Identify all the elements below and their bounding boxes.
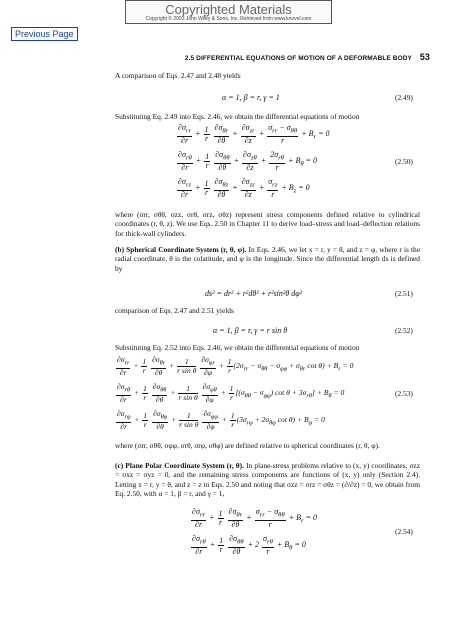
equation-2-50-line-2: $\frac{\partial\sigma_{r\theta}}{\partial r}$ + $\frac{1}{r}$ $\frac{\partial\sigma_{\theta\theta}}{\partial\theta}$ + $\frac{\partial\sigma_{z\theta}}{\partial z}$ + $\frac{2\sigma_{r\theta}}{r}$ + $B_\theta = 0$ <box>178 150 318 172</box>
equation-2-53-line-1: $\frac{\partial\sigma_{rr}}{\partial r}$ + $\frac{1}{r}$ $\frac{\partial\sigma_{\theta r}}{\partial\theta}$ + $\frac{1}{\text{r sin θ}}$ $\frac{\partial\sigma_{\varphi r}}{\partial\varphi}$ + $\frac{1}{r}$ ($2\sigma_{rr} - \sigma_{\theta\theta} - \sigma_{\varphi\varphi} + \sigma_{\theta r}$ $\cot \theta) + B_r = 0$ <box>117 355 354 377</box>
spherical-text: In Eqs. 2.46, we let x = r, y = θ, and z = φ, where r is the radial coordinate, θ is the colatitude, and φ is the longitude. Since the differential length ds is defined by <box>115 245 421 273</box>
spherical-heading: (b) Spherical Coordinate System (r, θ, φ). <box>115 245 247 254</box>
equation-number-2-50: (2.50) <box>395 157 413 166</box>
equation-number-2-54: (2.54) <box>395 527 413 536</box>
equation-number-2-49: (2.49) <box>395 93 413 102</box>
polar-heading: (c) Plane Polar Coordinate System (r, θ). <box>115 461 244 470</box>
equation-number-2-51: (2.51) <box>395 289 413 298</box>
copyright-banner <box>125 0 332 24</box>
running-header <box>0 52 430 62</box>
equation-number-2-53: (2.53) <box>395 389 413 398</box>
equation-2-52: α = 1, β = r, γ = r sin θ <box>213 326 288 335</box>
equation-2-53-line-3: $\frac{\partial\sigma_{r\varphi}}{\partial r}$ + $\frac{1}{r}$ $\frac{\partial\sigma_{\theta\varphi}}{\partial\theta}$ + $\frac{1}{\text{r sin θ}}$ $\frac{\partial\sigma_{\varphi\varphi}}{\partial\varphi}$ + $\frac{1}{r}$ ($3\sigma_{r\varphi} + 2\sigma_{\theta\varphi}$ $\cot \theta) + B_\varphi = 0$ <box>117 409 325 431</box>
equation-2-54-line-1: $\frac{\partial\sigma_{rr}}{\partial r}$ + $\frac{1}{r}$ $\frac{\partial\sigma_{\theta r}}{\partial\theta}$ + $\frac{\sigma_{rr} - \sigma_{\theta\theta}}{r}$ + $B_r = 0$ <box>192 507 318 529</box>
banner-copyright: Copyright © 2003 John Wiley & Sons, Inc. Retrieved from www.knovel.com <box>145 16 312 22</box>
paragraph-4 <box>115 245 420 273</box>
equation-2-50-line-1: $\frac{\partial\sigma_{rr}}{\partial r}$ + $\frac{1}{r}$ $\frac{\partial\sigma_{\theta r}}{\partial\theta}$ + $\frac{\partial\sigma_{zr}}{\partial z}$ + $\frac{\sigma_{rr} - \sigma_{\theta\theta}}{r}$ + $B_r = 0$ <box>178 123 330 145</box>
paragraph-5: comparison of Eqs. 2.47 and 2.51 yields <box>115 306 234 315</box>
section-title: 2.5 DIFFERENTIAL EQUATIONS OF MOTION OF A DEFORMABLE BODY <box>184 55 412 62</box>
paragraph-8 <box>115 461 420 499</box>
equation-2-50-line-3: $\frac{\partial\sigma_{rz}}{\partial r}$ + $\frac{1}{r}$ $\frac{\partial\sigma_{\theta z}}{\partial\theta}$ + $\frac{\partial\sigma_{zz}}{\partial z}$ + $\frac{\sigma_{rz}}{r}$ + $B_z = 0$ <box>178 177 310 199</box>
equation-2-49: α = 1, β = r, γ = 1 <box>222 93 280 102</box>
paragraph-7: where (σrr, σθθ, σφφ, σrθ, σrφ, σθφ) are defined relative to spherical coordinates (r, θ, φ). <box>115 441 380 450</box>
equation-2-53-line-2: $\frac{\partial\sigma_{r\theta}}{\partial r}$ + $\frac{1}{r}$ $\frac{\partial\sigma_{\theta\theta}}{\partial\theta}$ + $\frac{1}{\text{r sin θ}}$ $\frac{\partial\sigma_{\varphi\theta}}{\partial\varphi}$ + $\frac{1}{r}$ [$(\sigma_{\theta\theta} - \sigma_{\varphi\varphi})$ $\cot \theta + 3\sigma_{r\theta}] + B_\theta = 0$ <box>117 382 345 404</box>
polar-text: In plane-stress problems relative to (x, y) coordinates, σzz = σxz = σyz = 0, and the remaining stress components are functions of (x, y) only (Section 2.4). Letting x = r, y = θ, and z = z in Eqs. 2.50 and noting that σzz = σrz = σθz = (∂/∂z) = 0, we obtain from Eq. 2.50, with α = 1, β = r, and γ = 1, <box>115 461 420 499</box>
paragraph-3: where (σrr, σθθ, σzz, σrθ, σrz, σθz) represent stress components defined relative to cylindrical coordinates (r, θ, z). We use Eqs. 2.50 in Chapter 11 to derive load–stress and load–deflection relations for thick-wall cylinders. <box>115 210 420 238</box>
paragraph-1: A comparison of Eqs. 2.47 and 2.48 yields <box>115 71 241 80</box>
previous-page-button[interactable]: Previous Page <box>11 27 78 41</box>
paragraph-6: Substituting Eq. 2.52 into Eqs. 2.46, we obtain the differential equations of motion <box>115 343 360 352</box>
paragraph-2: Substituting Eq. 2.49 into Eqs. 2.46, we obtain the differential equations of motion <box>115 112 360 121</box>
banner-title: Copyrighted Materials <box>165 2 292 17</box>
equation-2-51: ds² = dr² + r²dθ² + r²sin²θ dφ² <box>205 289 303 298</box>
equation-2-54-line-2: $\frac{\partial\sigma_{r\theta}}{\partial r}$ + $\frac{1}{r}$ $\frac{\partial\sigma_{\theta\theta}}{\partial\theta}$ + 2 $\frac{\sigma_{r\theta}}{r}$ + $B_\theta = 0$ <box>192 534 306 556</box>
equation-number-2-52: (2.52) <box>395 326 413 335</box>
page-number: 53 <box>419 52 430 62</box>
